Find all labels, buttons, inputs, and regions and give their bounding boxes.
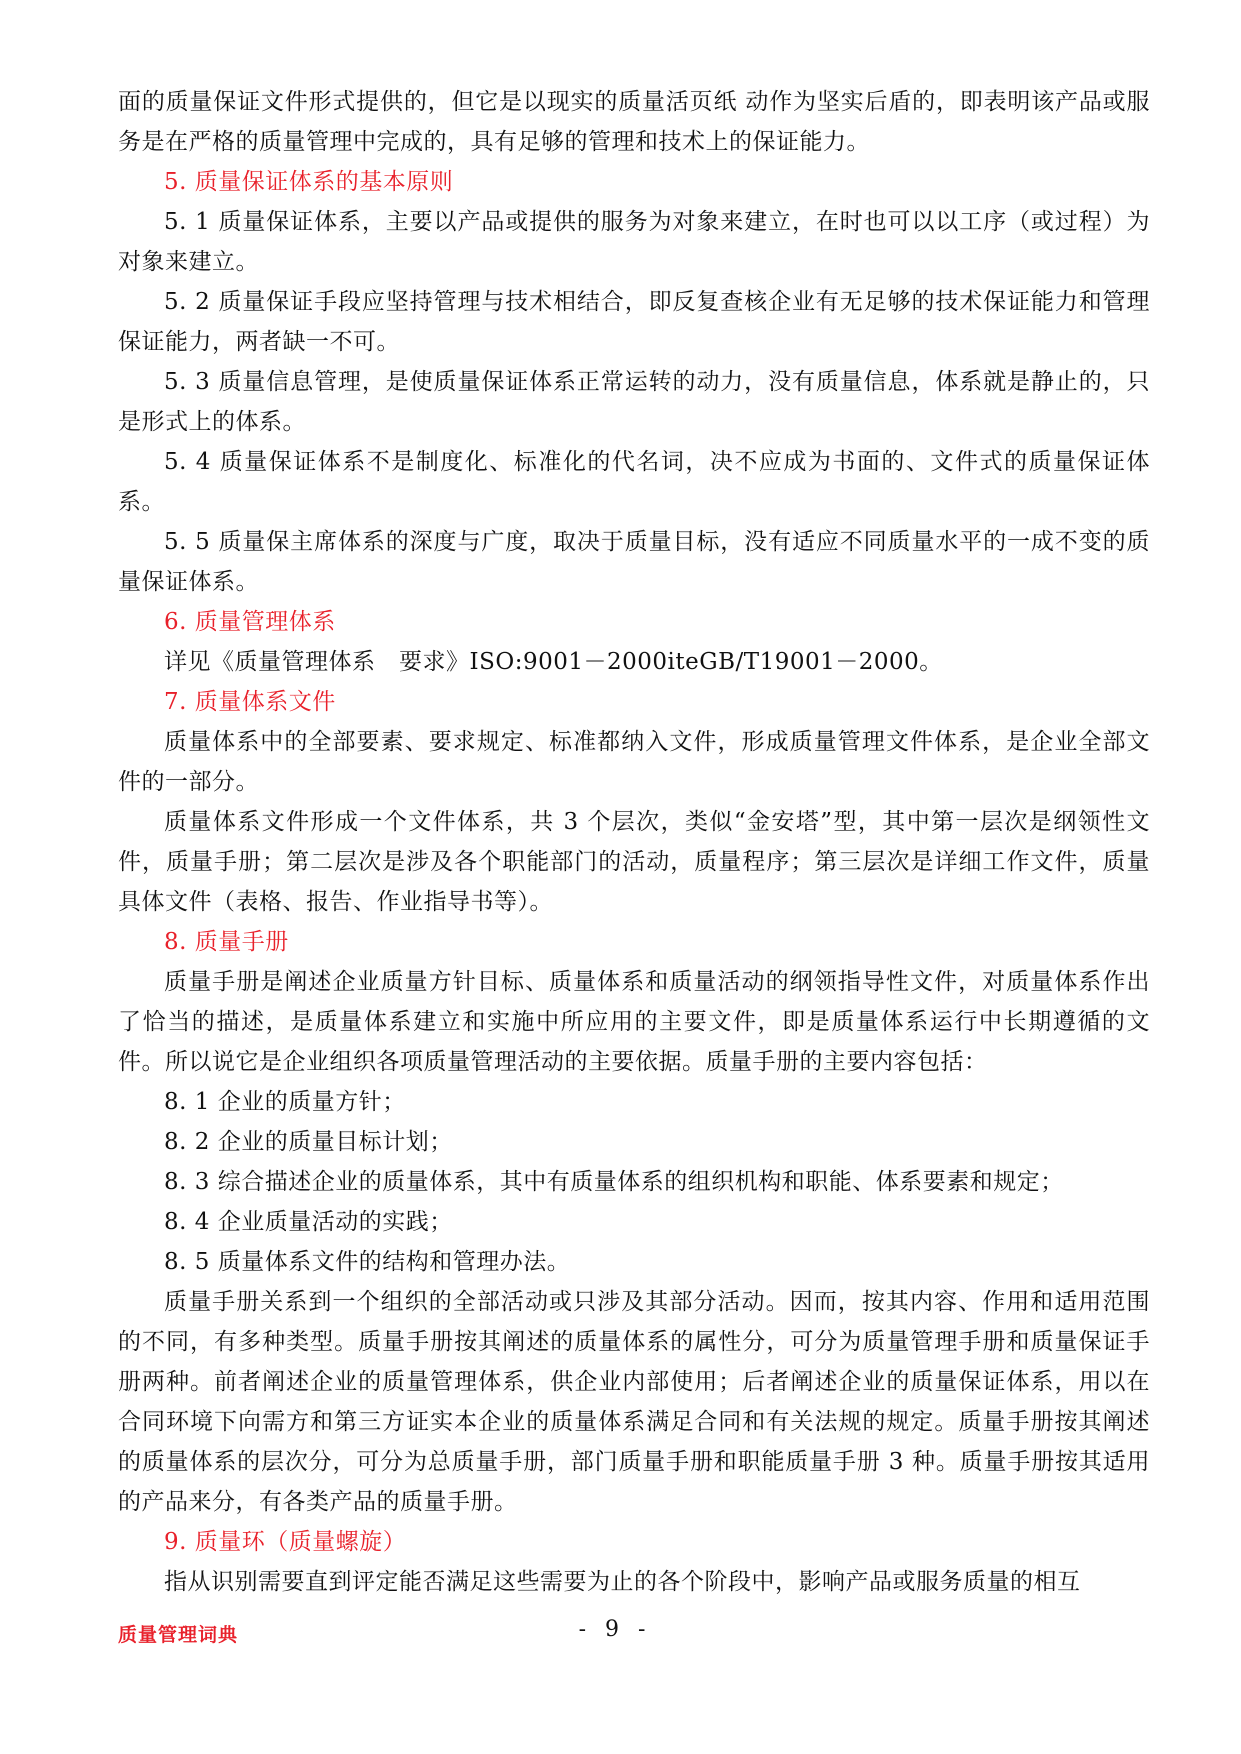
paragraph: 8. 2 企业的质量目标计划；	[164, 1129, 453, 1155]
section-heading: 6. 质量管理体系	[164, 609, 336, 635]
paragraph-continued: 面的质量保证文件形式提供的，但它是以现实的质量活页纸 动作为坚实后盾的，即表明该产品或服务是在严格的质量管理中完成的，具有足够的管理和技术上的保证能力。	[118, 89, 1150, 155]
paragraph: 详见《质量管理体系 要求》ISO:9001－2000iteGB/T19001－2000。	[164, 649, 943, 675]
paragraph: 5. 5 质量保主席体系的深度与广度，取决于质量目标，没有适应不同质量水平的一成不变的质量保证体系。	[118, 529, 1150, 595]
paragraph: 5. 2 质量保证手段应坚持管理与技术相结合，即反复查核企业有无足够的技术保证能力和管理保证能力，两者缺一不可。	[118, 289, 1150, 355]
footer-title: 质量管理词典	[118, 1624, 239, 1646]
section-heading: 9. 质量环（质量螺旋）	[164, 1529, 407, 1555]
paragraph: 质量体系文件形成一个文件体系，共 3 个层次，类似“金安塔”型，其中第一层次是纲领性文件，质量手册；第二层次是涉及各个职能部门的活动，质量程序；第三层次是详细工作文件，质量具体文件（表格、报告、作业指导书等）。	[118, 809, 1150, 915]
paragraph: 8. 1 企业的质量方针；	[164, 1089, 406, 1115]
paragraph: 5. 1 质量保证体系，主要以产品或提供的服务为对象来建立，在时也可以以工序（或过程）为对象来建立。	[118, 209, 1150, 275]
section-heading: 5. 质量保证体系的基本原则	[164, 169, 454, 195]
paragraph: 5. 4 质量保证体系不是制度化、标准化的代名词，决不应成为书面的、文件式的质量保证体系。	[118, 449, 1150, 515]
paragraph: 8. 3 综合描述企业的质量体系，其中有质量体系的组织机构和职能、体系要素和规定；	[164, 1169, 1064, 1195]
paragraph: 8. 5 质量体系文件的结构和管理办法。	[164, 1249, 571, 1275]
paragraph: 质量体系中的全部要素、要求规定、标准都纳入文件，形成质量管理文件体系，是企业全部文件的一部分。	[118, 729, 1150, 795]
paragraph: 8. 4 企业质量活动的实践；	[164, 1209, 453, 1235]
document-body	[118, 82, 1150, 1602]
paragraph: 质量手册是阐述企业质量方针目标、质量体系和质量活动的纲领指导性文件，对质量体系作出了恰当的描述，是质量体系建立和实施中所应用的主要文件，即是质量体系运行中长期遵循的文件。所以说它是企业组织各项质量管理活动的主要依据。质量手册的主要内容包括：	[118, 969, 1150, 1075]
paragraph: 指从识别需要直到评定能否满足这些需要为止的各个阶段中，影响产品或服务质量的相互	[164, 1569, 1081, 1595]
page-number: - 9 -	[578, 1617, 652, 1642]
section-heading: 7. 质量体系文件	[164, 689, 336, 715]
section-heading: 8. 质量手册	[164, 929, 289, 955]
paragraph: 质量手册关系到一个组织的全部活动或只涉及其部分活动。因而，按其内容、作用和适用范围的不同，有多种类型。质量手册按其阐述的质量体系的属性分，可分为质量管理手册和质量保证手册两种。前者阐述企业的质量管理体系，供企业内部使用；后者阐述企业的质量保证体系，用以在合同环境下向需方和第三方证实本企业的质量体系满足合同和有关法规的规定。质量手册按其阐述的质量体系的层次分，可分为总质量手册，部门质量手册和职能质量手册 3 种。质量手册按其适用的产品来分，有各类产品的质量手册。	[118, 1289, 1150, 1515]
paragraph: 5. 3 质量信息管理，是使质量保证体系正常运转的动力，没有质量信息，体系就是静止的，只是形式上的体系。	[118, 369, 1150, 435]
